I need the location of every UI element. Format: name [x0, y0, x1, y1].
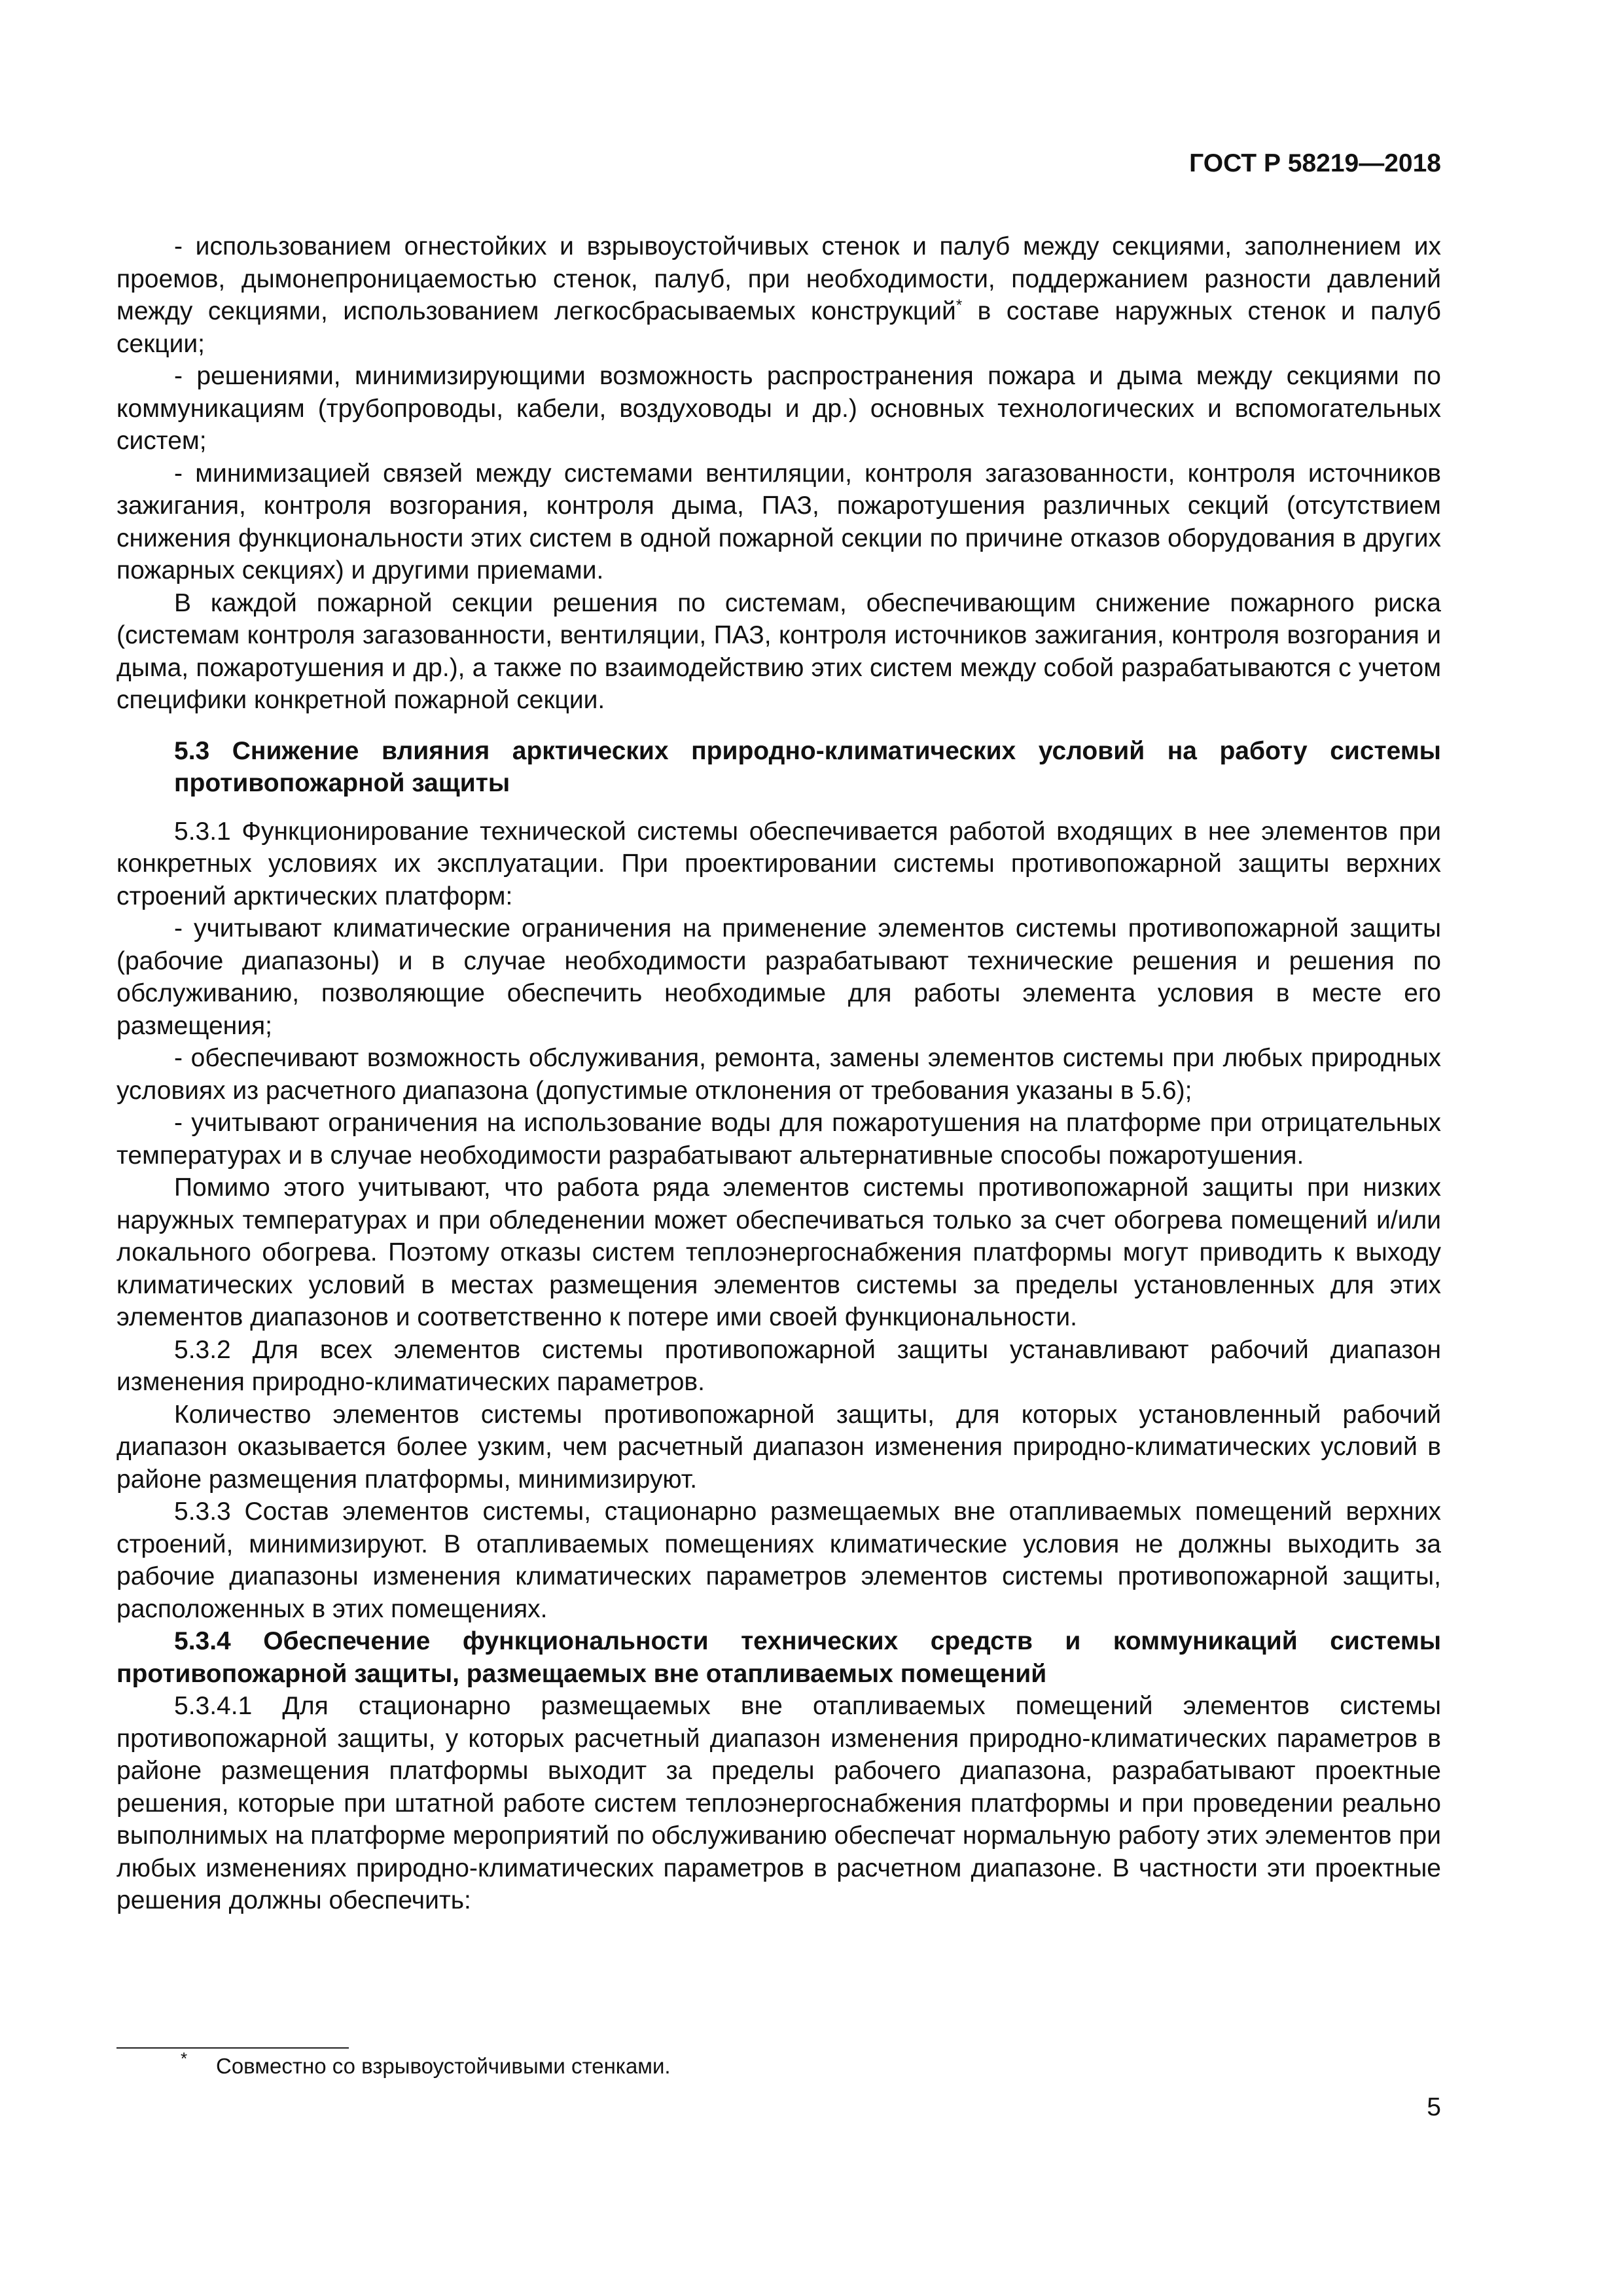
list-item-maintenance: - обеспечивают возможность обслуживания, ремонта, замены элементов системы при любых природных условиях из расчетного диапазона (допустимые отклонения от требования указаны в 5.6);: [116, 1044, 1441, 1105]
document-body: [116, 230, 1441, 1917]
section-5-3-4-title: 5.3.4 Обеспечение функциональности технических средств и коммуникаций системы противопожарной защиты, размещаемых вне отапливаемых помещений: [116, 1627, 1441, 1688]
paragraph-5-3-2: 5.3.2 Для всех элементов системы противопожарной защиты устанавливают рабочий диапазон изменения природно-климатических параметров.: [116, 1335, 1441, 1396]
footnote-text: Совместно со взрывоустойчивыми стенками.: [216, 2054, 671, 2078]
paragraph-element-count: Количество элементов системы противопожарной защиты, для которых установленный рабочий диапазон оказывается более узким, чем расчетный диапазон изменения природно-климатических условий в районе размещения платформы, минимизируют.: [116, 1400, 1441, 1494]
footnote: [181, 2049, 671, 2079]
footnote-ref[interactable]: *: [955, 296, 963, 314]
footnote-divider: [116, 2047, 349, 2049]
paragraph-heating: Помимо этого учитывают, что работа ряда элементов системы противопожарной защиты при низких наружных температурах и при обледенении может обеспечиваться только за счет обогрева помещений и/или локального обогрева. Поэтому отказы систем теплоэнергоснабжения платформы могут приводить к выходу климатических условий в местах размещения элементов системы за пределы установленных для этих элементов диапазонов и соответственно к потере ими своей функциональности.: [116, 1174, 1441, 1331]
page-number: 5: [1427, 2093, 1441, 2121]
list-item-walls: - использованием огнестойких и взрывоустойчивых стенок и палуб между секциями, заполнением их проемов, дымонепроницаемостью стенок, палуб, при необходимости, поддержанием разности давлений между секциями, использованием легкосбрасываемых конструкций* в составе наружных стенок и палуб секции;: [116, 232, 1441, 358]
paragraph-5-3-4-1: 5.3.4.1 Для стационарно размещаемых вне отапливаемых помещений элементов системы противопожарной защиты, у которых расчетный диапазон изменения природно-климатических параметров в районе размещения платформы выходит за пределы рабочего диапазона, разрабатывают проектные решения, которые при штатной работе систем теплоэнергоснабжения платформы и при проведении реально выполнимых на платформе мероприятий по обслуживанию обеспечат нормальную работу этих элементов при любых изменениях природно-климатических параметров в расчетном диапазоне. В частности эти проектные решения должны обеспечить:: [116, 1692, 1441, 1914]
section-5-3-title: 5.3 Снижение влияния арктических природно-климатических условий на работу системы противопожарной защиты: [174, 736, 1441, 797]
document-header: ГОСТ Р 58219—2018: [1189, 149, 1441, 177]
list-item-water-usage: - учитывают ограничения на использование воды для пожаротушения на платформе при отрицательных температурах и в случае необходимости разрабатывают альтернативные способы пожаротушения.: [116, 1109, 1441, 1170]
paragraph-5-3-3: 5.3.3 Состав элементов системы, стационарно размещаемых вне отапливаемых помещений верхних строений, минимизируют. В отапливаемых помещениях климатические условия не должны выходить за рабочие диапазоны изменения климатических параметров элементов системы противопожарной защиты, расположенных в этих помещениях.: [116, 1498, 1441, 1623]
paragraph-fire-section-solutions: В каждой пожарной секции решения по системам, обеспечивающим снижение пожарного риска (системам контроля загазованности, вентиляции, ПАЗ, контроля источников зажигания, контроля возгорания и дыма, пожаротушения и др.), а также по взаимодействию этих систем между собой разрабатываются с учетом специфики конкретной пожарной секции.: [116, 588, 1441, 714]
list-item-communications: - решениями, минимизирующими возможность распространения пожара и дыма между секциями по коммуникациям (трубопроводы, кабели, воздуховоды и др.) основных технологических и вспомогательных систем;: [116, 362, 1441, 455]
footnote-mark: *: [181, 2049, 188, 2068]
list-item-climate-limits: - учитывают климатические ограничения на применение элементов системы противопожарной защиты (рабочие диапазоны) и в случае необходимости разрабатывают технические решения и решения по обслуживанию, позволяющие обеспечить необходимые для работы элемента условия в месте его размещения;: [116, 914, 1441, 1040]
paragraph-5-3-1: 5.3.1 Функционирование технической системы обеспечивается работой входящих в нее элементов при конкретных условиях их эксплуатации. При проектировании системы противопожарной защиты верхних строений арктических платформ:: [116, 817, 1441, 910]
list-item-system-links: - минимизацией связей между системами вентиляции, контроля загазованности, контроля источников зажигания, контроля возгорания, контроля дыма, ПАЗ, пожаротушения различных секций (отсутствием снижения функциональности этих систем в одной пожарной секции по причине отказов оборудования в других пожарных секциях) и другими приемами.: [116, 459, 1441, 584]
